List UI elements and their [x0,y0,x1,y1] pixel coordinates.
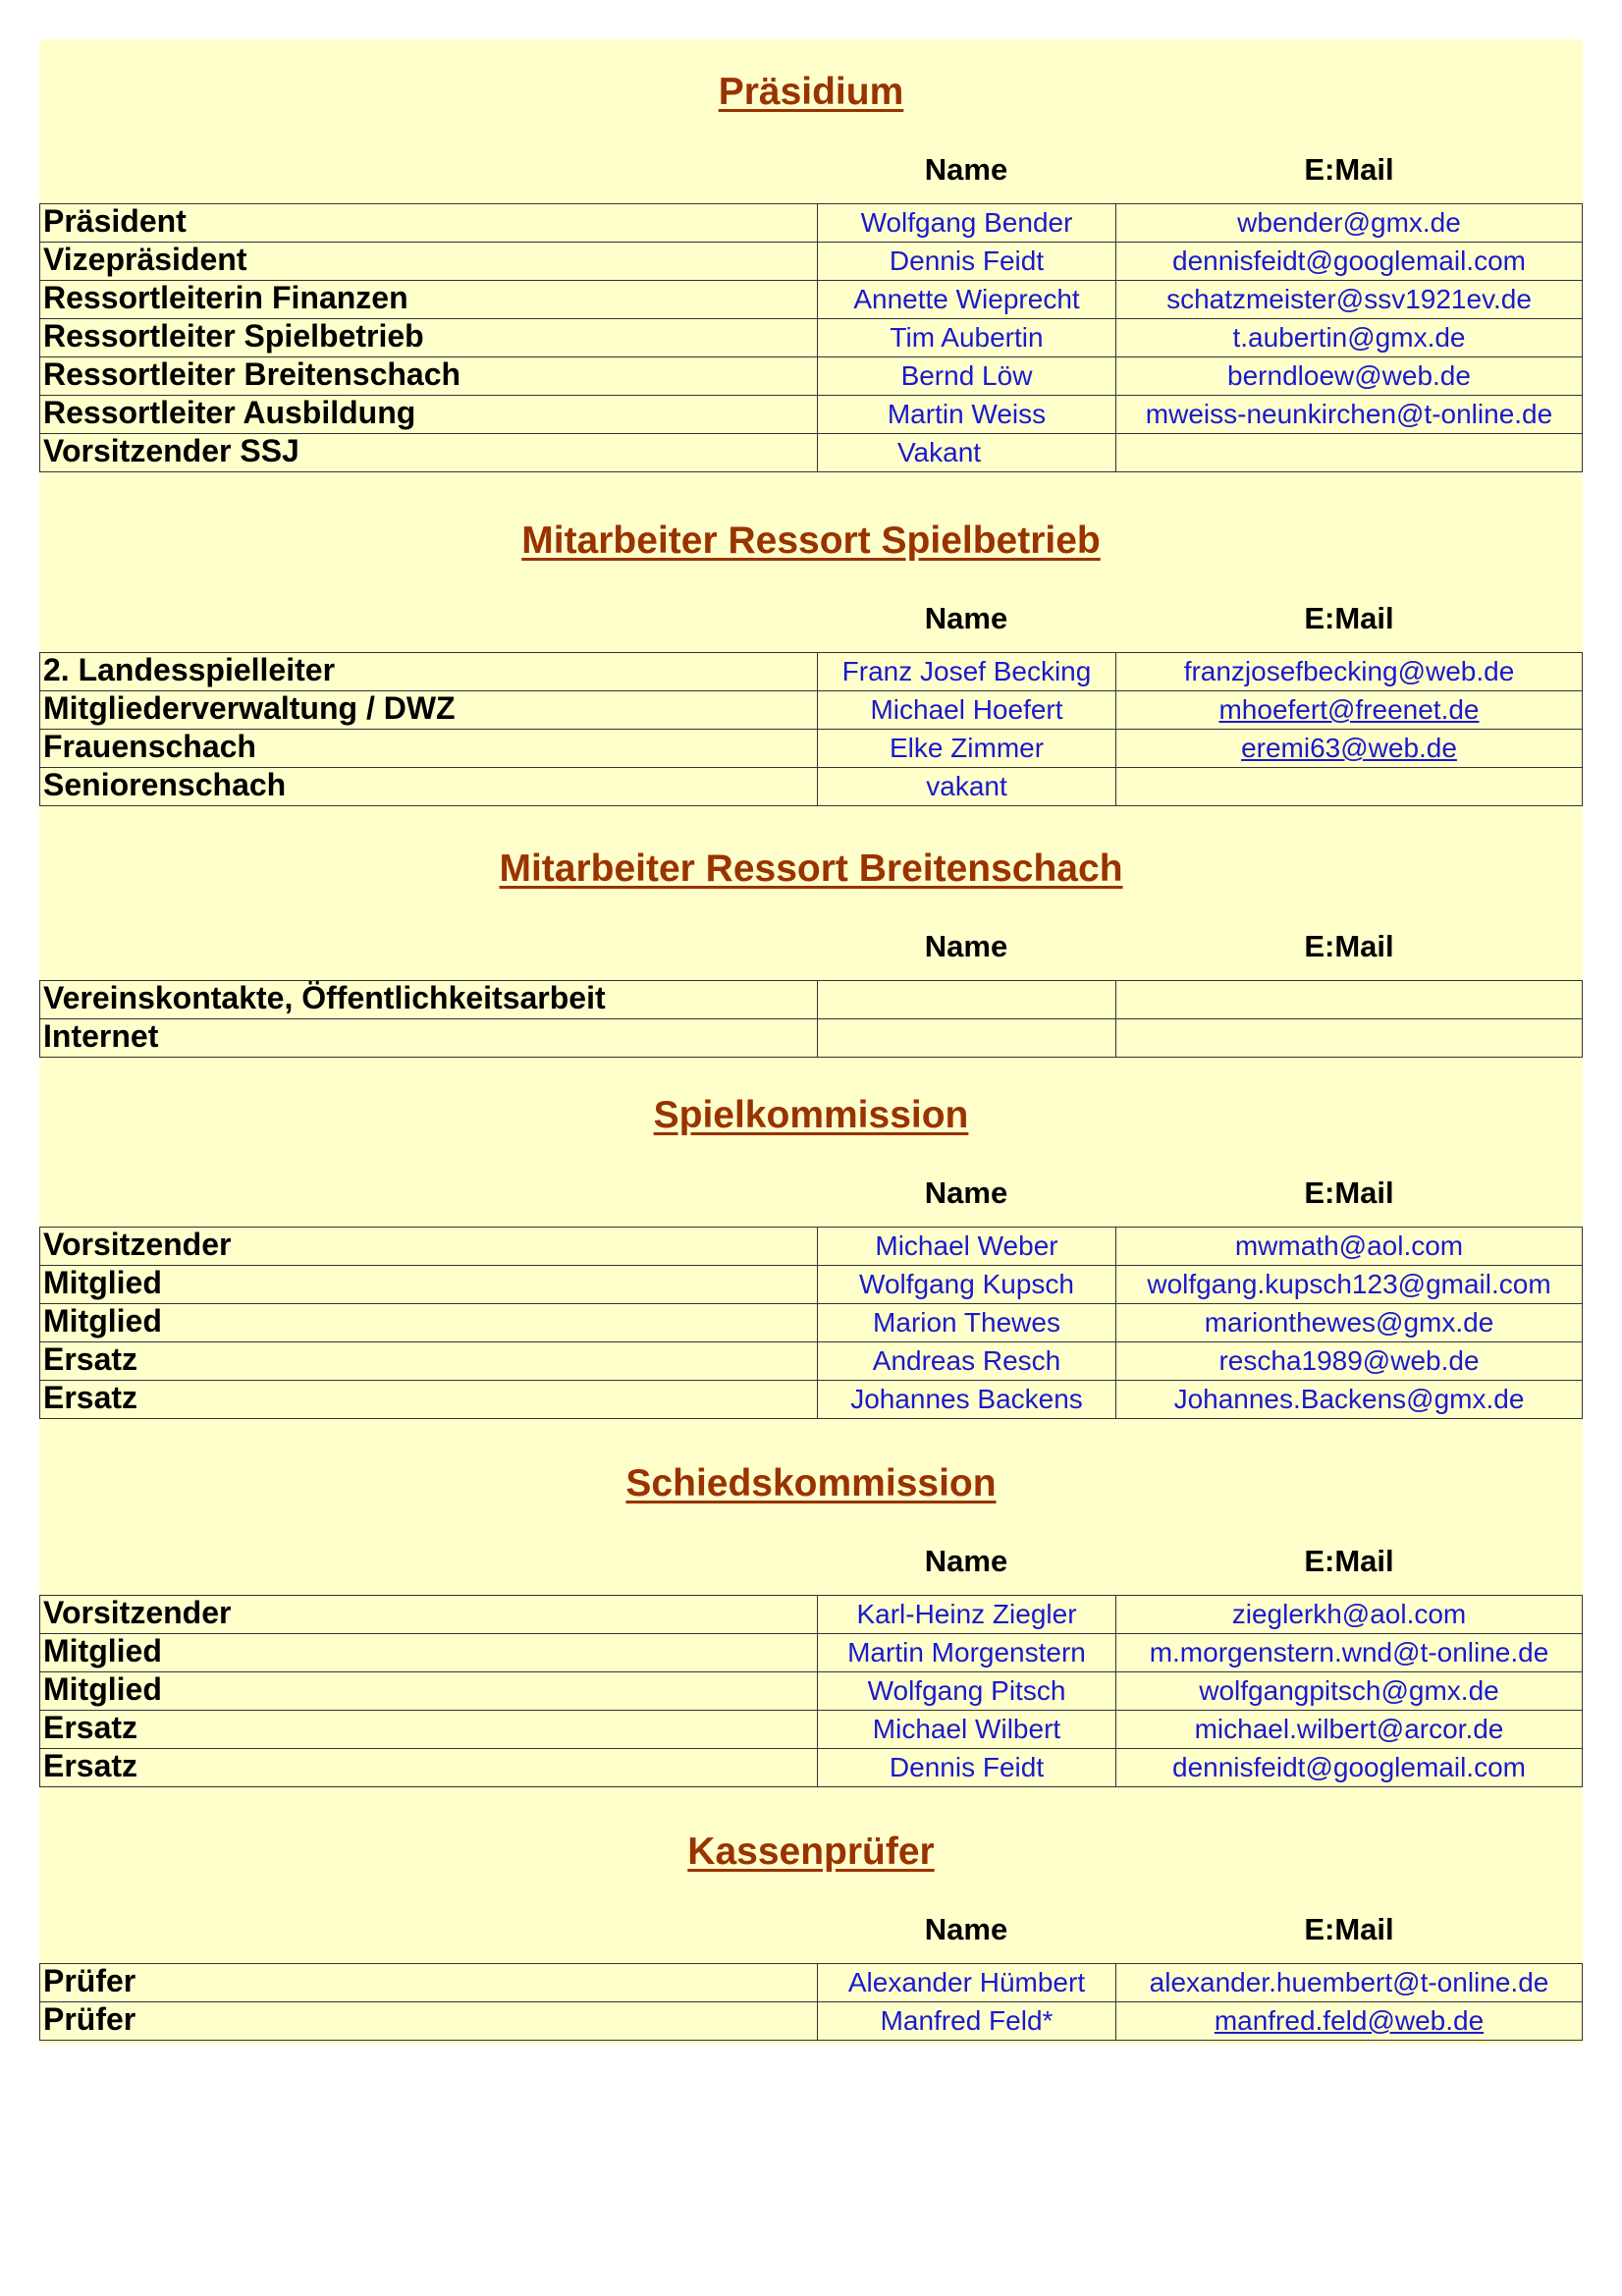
email-cell [1116,1019,1583,1058]
document-sheet [39,39,1583,2045]
name-cell: Bernd Löw [818,357,1116,396]
name-cell: Karl-Heinz Ziegler [818,1596,1116,1634]
table-row [40,1019,1583,1058]
table-row [40,1964,1583,2002]
name-cell [818,434,1116,472]
role-cell: Ersatz [40,1381,818,1419]
table-row [40,2002,1583,2041]
email-cell[interactable]: alexander.huembert@t-online.de [1116,1964,1583,2002]
section-title: Mitarbeiter Ressort Breitenschach [499,847,1123,890]
column-header-email: E:Mail [1304,601,1394,635]
section-title: Schiedskommission [625,1462,997,1504]
table-breitenschach [39,980,1583,1058]
column-header-name: Name [924,601,1008,635]
email-cell[interactable]: Johannes.Backens@gmx.de [1116,1381,1583,1419]
table-row [40,396,1583,434]
table-row [40,1596,1583,1634]
section-title: Spielkommission [653,1094,969,1136]
table-row [40,357,1583,396]
table-row [40,281,1583,319]
email-cell[interactable]: zieglerkh@aol.com [1116,1596,1583,1634]
email-cell[interactable]: dennisfeidt@googlemail.com [1116,1749,1583,1787]
name-cell: Dennis Feidt [818,243,1116,281]
email-cell [1116,691,1583,730]
role-cell: Vorsitzender SSJ [40,434,818,472]
name-cell: Elke Zimmer [818,730,1116,768]
role-cell: Ersatz [40,1711,818,1749]
name-cell: Marion Thewes [818,1304,1116,1342]
table-schiedskommission [39,1595,1583,1787]
name-cell: Alexander Hümbert [818,1964,1116,2002]
role-cell: Mitglied [40,1304,818,1342]
role-cell: Mitglied [40,1672,818,1711]
table-row [40,1711,1583,1749]
email-cell[interactable]: dennisfeidt@googlemail.com [1116,243,1583,281]
section-title: Mitarbeiter Ressort Spielbetrieb [521,519,1101,562]
table-spielkommission [39,1227,1583,1419]
column-header-name: Name [924,152,1008,187]
email-link[interactable]: manfred.feld@web.de [1214,2005,1485,2036]
table-row [40,691,1583,730]
table-row [40,1266,1583,1304]
role-cell: Internet [40,1019,818,1058]
table-row [40,1381,1583,1419]
role-cell: Prüfer [40,1964,818,2002]
role-cell: Vorsitzender [40,1228,818,1266]
table-row [40,1228,1583,1266]
role-cell: Ersatz [40,1749,818,1787]
table-praesidium [39,203,1583,472]
email-cell[interactable]: franzjosefbecking@web.de [1116,653,1583,691]
table-row [40,204,1583,243]
email-cell[interactable]: rescha1989@web.de [1116,1342,1583,1381]
role-cell: Präsident [40,204,818,243]
column-header-email: E:Mail [1304,1912,1394,1946]
role-cell: Vorsitzender [40,1596,818,1634]
email-cell[interactable]: wbender@gmx.de [1116,204,1583,243]
column-header-email: E:Mail [1304,152,1394,187]
role-cell: Ressortleiter Breitenschach [40,357,818,396]
email-cell [1116,434,1583,472]
email-cell [1116,730,1583,768]
name-cell: Michael Wilbert [818,1711,1116,1749]
email-cell[interactable]: berndloew@web.de [1116,357,1583,396]
email-cell[interactable]: t.aubertin@gmx.de [1116,319,1583,357]
table-row [40,981,1583,1019]
table-row [40,1672,1583,1711]
name-cell [818,981,1116,1019]
name-cell: Wolfgang Bender [818,204,1116,243]
name-cell: Michael Hoefert [818,691,1116,730]
name-cell: Annette Wieprecht [818,281,1116,319]
table-kassenpruefer [39,1963,1583,2041]
name-cell [818,1019,1116,1058]
role-cell: Mitglied [40,1634,818,1672]
role-cell: 2. Landesspielleiter [40,653,818,691]
email-cell[interactable]: schatzmeister@ssv1921ev.de [1116,281,1583,319]
role-cell: Vereinskontakte, Öffentlichkeitsarbeit [40,981,818,1019]
role-cell: Seniorenschach [40,768,818,806]
email-cell[interactable]: mwmath@aol.com [1116,1228,1583,1266]
table-row [40,1304,1583,1342]
column-header-email: E:Mail [1304,929,1394,963]
email-link[interactable]: mhoefert@freenet.de [1218,694,1480,725]
column-header-name: Name [924,1175,1008,1210]
role-cell: Ersatz [40,1342,818,1381]
role-cell: Prüfer [40,2002,818,2041]
role-cell: Mitgliederverwaltung / DWZ [40,691,818,730]
section-title: Kassenprüfer [687,1831,935,1873]
table-row [40,1342,1583,1381]
name-text: Vakant [896,437,982,467]
name-cell: Martin Weiss [818,396,1116,434]
table-row [40,730,1583,768]
email-cell[interactable]: m.morgenstern.wnd@t-online.de [1116,1634,1583,1672]
email-cell [1116,981,1583,1019]
column-header-email: E:Mail [1304,1544,1394,1578]
email-cell[interactable]: michael.wilbert@arcor.de [1116,1711,1583,1749]
email-cell[interactable]: wolfgang.kupsch123@gmail.com [1116,1266,1583,1304]
table-row [40,1749,1583,1787]
section-title: Präsidium [718,71,904,113]
email-cell [1116,2002,1583,2041]
email-cell[interactable]: wolfgangpitsch@gmx.de [1116,1672,1583,1711]
column-header-email: E:Mail [1304,1175,1394,1210]
role-cell: Ressortleiter Spielbetrieb [40,319,818,357]
column-header-name: Name [924,1912,1008,1946]
table-row [40,1634,1583,1672]
name-cell: Wolfgang Pitsch [818,1672,1116,1711]
name-cell: Dennis Feidt [818,1749,1116,1787]
email-link[interactable]: eremi63@web.de [1241,733,1457,763]
table-row [40,319,1583,357]
name-cell: Martin Morgenstern [818,1634,1116,1672]
table-row [40,243,1583,281]
name-cell: vakant [818,768,1116,806]
role-cell: Ressortleiter Ausbildung [40,396,818,434]
role-cell: Ressortleiterin Finanzen [40,281,818,319]
name-cell: Manfred Feld* [818,2002,1116,2041]
name-cell: Tim Aubertin [818,319,1116,357]
name-cell: Wolfgang Kupsch [818,1266,1116,1304]
email-cell[interactable]: marionthewes@gmx.de [1116,1304,1583,1342]
column-header-name: Name [924,929,1008,963]
email-cell[interactable]: mweiss-neunkirchen@t-online.de [1116,396,1583,434]
role-cell: Mitglied [40,1266,818,1304]
name-cell: Johannes Backens [818,1381,1116,1419]
name-cell: Andreas Resch [818,1342,1116,1381]
name-cell: Franz Josef Becking [818,653,1116,691]
email-cell [1116,768,1583,806]
table-row [40,768,1583,806]
role-cell: Vizepräsident [40,243,818,281]
table-row [40,653,1583,691]
table-spielbetrieb [39,652,1583,806]
column-header-name: Name [924,1544,1008,1578]
name-cell: Michael Weber [818,1228,1116,1266]
table-row [40,434,1583,472]
role-cell: Frauenschach [40,730,818,768]
